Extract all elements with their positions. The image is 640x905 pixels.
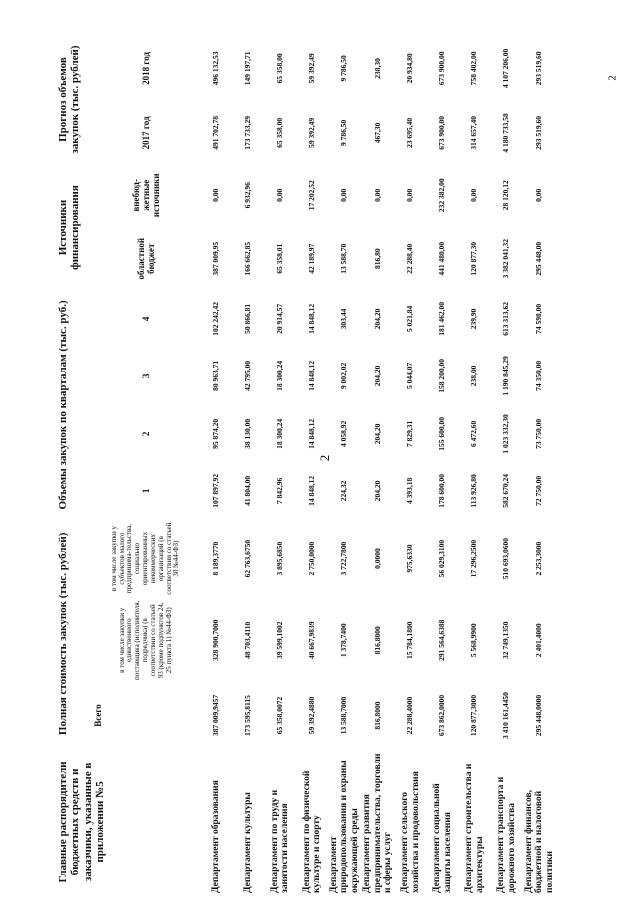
cell-2018: 4 107 206,00 xyxy=(501,48,511,89)
cell-q2: 95 874,20 xyxy=(210,418,220,449)
cell-q3: 158 200,00 xyxy=(437,359,447,393)
cell-2017: 314 657,40 xyxy=(469,116,479,150)
header-regional-budget: областной бюджет xyxy=(135,237,156,280)
cell-2018: 9 786,50 xyxy=(339,55,349,82)
cell-q1: 113 926,80 xyxy=(469,474,479,508)
cell-total: 816,8000 xyxy=(372,701,382,730)
cell-q4: 74 598,00 xyxy=(534,303,544,334)
row-name: Департамент транспорта и дорожного хозяйства xyxy=(496,776,517,893)
cell-q1: 224,32 xyxy=(339,480,349,502)
row-name: Департамент по физической культуре и спорту xyxy=(301,770,322,893)
cell-small: 56 029,3100 xyxy=(437,539,447,578)
cell-q3: 238,00 xyxy=(469,365,479,387)
cell-q4: 204,20 xyxy=(372,308,382,330)
cell-q4: 14 848,12 xyxy=(306,303,316,334)
cell-q2: 204,20 xyxy=(372,423,382,445)
cell-2017: 491 702,78 xyxy=(210,116,220,150)
cell-single: 816,8000 xyxy=(372,626,382,655)
cell-q1: 4 393,18 xyxy=(405,477,415,505)
cell-regional: 42 189,97 xyxy=(306,243,316,274)
cell-q1: 72 750,00 xyxy=(534,475,544,506)
cell-2017: 23 695,40 xyxy=(405,117,415,148)
table-row xyxy=(200,35,232,895)
page-number: 2 xyxy=(317,454,332,462)
cell-small: 3 895,6850 xyxy=(274,541,284,576)
table-row xyxy=(361,35,394,895)
cell-q4: 613 313,62 xyxy=(501,302,511,336)
cell-small: 8 189,3770 xyxy=(210,541,220,576)
cell-total: 295 448,0000 xyxy=(534,694,544,737)
cell-q2: 7 829,31 xyxy=(405,420,415,448)
row-name: Департамент сельского хозяйства и продовольствия xyxy=(400,771,421,893)
header-total: Всего xyxy=(93,704,103,727)
header-single-supplier: в том числе закупки у единственного поставщика (исполнителя, подрядчика) (в соответствии со статьей 93 (кроме подпунктов 24, 25 пункта 1) №44-ФЗ) xyxy=(117,600,173,680)
cell-q2: 73 750,00 xyxy=(534,418,544,449)
cell-q3: 1 190 845,29 xyxy=(501,356,511,396)
cell-regional: 387 009,95 xyxy=(210,241,220,276)
cell-q3: 80 963,71 xyxy=(210,360,220,391)
cell-q1: 204,20 xyxy=(372,480,382,502)
cell-offbudget: 232 382,00 xyxy=(437,178,447,213)
cell-regional: 441 480,00 xyxy=(437,241,447,276)
cell-single: 2 401,4000 xyxy=(534,623,544,658)
row-name: Департамент финансов, бюджетной и налоговой политики xyxy=(523,790,555,893)
table-row xyxy=(264,35,296,895)
cell-offbudget: 0,00 xyxy=(469,188,479,202)
cell-single: 40 667,9839 xyxy=(306,621,316,660)
cell-single: 15 784,1800 xyxy=(405,621,415,660)
cell-q2: 6 472,60 xyxy=(469,420,479,448)
header-quarters: Объемы закупок по кварталам (тыс. руб.) xyxy=(57,300,69,510)
cell-single: 1 378,7400 xyxy=(339,623,349,658)
cell-offbudget: 0,00 xyxy=(405,188,415,202)
rotated-table-page xyxy=(55,35,595,895)
cell-single: 32 749,1350 xyxy=(501,621,511,660)
cell-small: 17 296,2500 xyxy=(469,539,479,578)
cell-small: 2 750,0000 xyxy=(306,541,316,576)
header-distributors: Главные распорядители бюджетных средств и заказчики, указанные в приложении №5 xyxy=(57,761,106,883)
cell-total: 673 862,0000 xyxy=(437,694,447,737)
cell-q2: 155 600,00 xyxy=(437,417,447,451)
cell-total: 387 009,9457 xyxy=(210,694,220,737)
cell-q1: 107 897,92 xyxy=(210,474,220,508)
cell-2017: 59 392,49 xyxy=(306,117,316,148)
cell-q3: 42 795,00 xyxy=(242,360,252,391)
row-name: Департамент природопользования и охраны окружающей среды xyxy=(329,760,360,893)
cell-q4: 50 866,81 xyxy=(242,303,252,334)
cell-2017: 65 358,00 xyxy=(274,117,284,148)
cell-2018: 293 519,60 xyxy=(534,51,544,86)
cell-total: 13 588,7000 xyxy=(339,696,349,735)
cell-q3: 74 350,00 xyxy=(534,360,544,391)
cell-total: 65 358,0072 xyxy=(274,696,284,735)
row-name: Департамент строительства и архитектуры xyxy=(464,763,485,893)
table-row xyxy=(427,35,459,895)
cell-q3: 204,20 xyxy=(372,365,382,387)
cell-regional: 65 358,01 xyxy=(274,243,284,274)
cell-2017: 9 786,50 xyxy=(339,119,349,147)
table-row xyxy=(232,35,264,895)
cell-2017: 467,30 xyxy=(372,122,382,144)
cell-2018: 20 934,80 xyxy=(405,53,415,84)
cell-total: 59 392,4880 xyxy=(306,696,316,735)
cell-offbudget: 0,00 xyxy=(534,188,544,202)
cell-regional: 22 288,40 xyxy=(405,243,415,274)
header-small-business: в том числе закупки у субъектов малого предпринима-тельства, социально ориентированных некоммерческих организаций (в соответствии со статьей 30 №44-ФЗ) xyxy=(109,522,181,595)
cell-small: 975,6330 xyxy=(405,544,415,573)
cell-regional: 295 448,00 xyxy=(534,241,544,276)
row-name: Департамент социальной защиты населения xyxy=(432,783,453,893)
cell-2018: 496 132,53 xyxy=(210,51,220,86)
cell-single: 5 568,9900 xyxy=(469,623,479,658)
row-name: Департамент развития предпринимательства, торговли и сферы услуг xyxy=(362,753,394,893)
cell-regional: 3 382 041,32 xyxy=(501,239,511,279)
cell-single: 48 703,4110 xyxy=(242,621,252,659)
cell-small: 510 693,0600 xyxy=(501,537,511,580)
cell-single: 328 900,7000 xyxy=(210,619,220,661)
cell-q3: 9 002,02 xyxy=(339,362,349,390)
cell-q2: 4 058,92 xyxy=(339,420,349,448)
cell-2017: 673 900,00 xyxy=(437,116,447,150)
cell-regional: 120 877,30 xyxy=(469,241,479,276)
cell-2018: 758 402,00 xyxy=(469,51,479,86)
header-forecast: Прогноз объемов закупок (тыс. рублей) xyxy=(57,45,82,154)
cell-2017: 293 519,60 xyxy=(534,116,544,150)
row-name: Департамент образования xyxy=(210,780,221,893)
header-q1: 1 xyxy=(140,488,151,494)
cell-total: 22 288,4000 xyxy=(405,696,415,735)
cell-small: 3 722,7800 xyxy=(339,541,349,576)
cell-regional: 166 662,85 xyxy=(242,241,252,276)
cell-2017: 4 180 733,58 xyxy=(501,113,511,153)
cell-q3: 18 300,24 xyxy=(274,360,284,391)
cell-q4: 181 462,00 xyxy=(437,302,447,336)
table-row xyxy=(395,35,427,895)
cell-q1: 14 848,12 xyxy=(306,475,316,506)
cell-q1: 41 804,00 xyxy=(242,475,252,506)
cell-small: 62 763,6750 xyxy=(242,539,252,578)
cell-offbudget: 0,00 xyxy=(339,188,349,202)
cell-regional: 13 588,70 xyxy=(339,243,349,274)
cell-single: 39 599,1002 xyxy=(274,621,284,660)
cell-offbudget: 28 120,12 xyxy=(501,180,511,211)
cell-q4: 102 242,42 xyxy=(210,302,220,336)
cell-q1: 582 670,24 xyxy=(501,474,511,508)
header-2017: 2017 год xyxy=(140,116,151,150)
row-name: Департамент культуры xyxy=(242,792,253,893)
cell-q1: 178 600,00 xyxy=(437,474,447,508)
header-q3: 3 xyxy=(140,373,151,379)
cell-q4: 5 021,84 xyxy=(405,305,415,333)
cell-q4: 239,90 xyxy=(469,308,479,330)
cell-total: 173 595,8115 xyxy=(242,695,252,736)
cell-2017: 173 733,29 xyxy=(242,116,252,150)
cell-offbudget: 17 202,52 xyxy=(306,180,316,211)
cell-regional: 816,80 xyxy=(372,248,382,270)
cell-q3: 14 848,12 xyxy=(306,360,316,391)
cell-total: 120 877,3000 xyxy=(469,694,479,737)
cell-offbudget: 6 932,96 xyxy=(242,182,252,209)
cell-offbudget: 0,00 xyxy=(210,188,220,202)
header-total-cost: Полная стоимость закупок (тыс. рублей) xyxy=(57,532,69,736)
table-row xyxy=(328,35,361,895)
cell-small: 2 253,3000 xyxy=(534,541,544,576)
cell-2018: 65 358,00 xyxy=(274,53,284,84)
cell-offbudget: 0,00 xyxy=(372,188,382,202)
table-row xyxy=(491,35,523,895)
table-row xyxy=(459,35,491,895)
cell-offbudget: 0,00 xyxy=(274,188,284,202)
cell-q4: 303,44 xyxy=(339,308,349,330)
table-row xyxy=(296,35,328,895)
cell-total: 3 410 161,4450 xyxy=(501,692,511,739)
cell-q2: 14 848,12 xyxy=(306,418,316,449)
header-q4: 4 xyxy=(140,316,151,322)
procurement-table xyxy=(55,35,556,895)
cell-2018: 673 900,00 xyxy=(437,51,447,86)
cell-q2: 1 023 332,30 xyxy=(501,414,511,454)
cell-q3: 5 044,07 xyxy=(405,362,415,390)
corner-page-number: 2 xyxy=(607,75,619,81)
cell-q2: 38 130,00 xyxy=(242,418,252,449)
cell-q1: 7 842,96 xyxy=(274,477,284,505)
header-2018: 2018 год xyxy=(140,51,151,85)
cell-2018: 238,30 xyxy=(372,58,382,79)
header-offbudget: внебюд-жетные источники xyxy=(130,173,162,218)
table-row xyxy=(523,35,556,895)
header-sources: Источники финансирования xyxy=(57,185,82,270)
cell-2018: 149 197,71 xyxy=(242,51,252,86)
cell-q4: 20 914,57 xyxy=(274,303,284,334)
header-q2: 2 xyxy=(140,431,151,437)
cell-2018: 59 392,49 xyxy=(306,53,316,84)
cell-small: 0,0000 xyxy=(372,548,382,569)
row-name: Департамент по труду и занятости населения xyxy=(269,789,290,893)
cell-q2: 18 300,24 xyxy=(274,418,284,449)
cell-single: 291 564,6388 xyxy=(437,619,447,661)
